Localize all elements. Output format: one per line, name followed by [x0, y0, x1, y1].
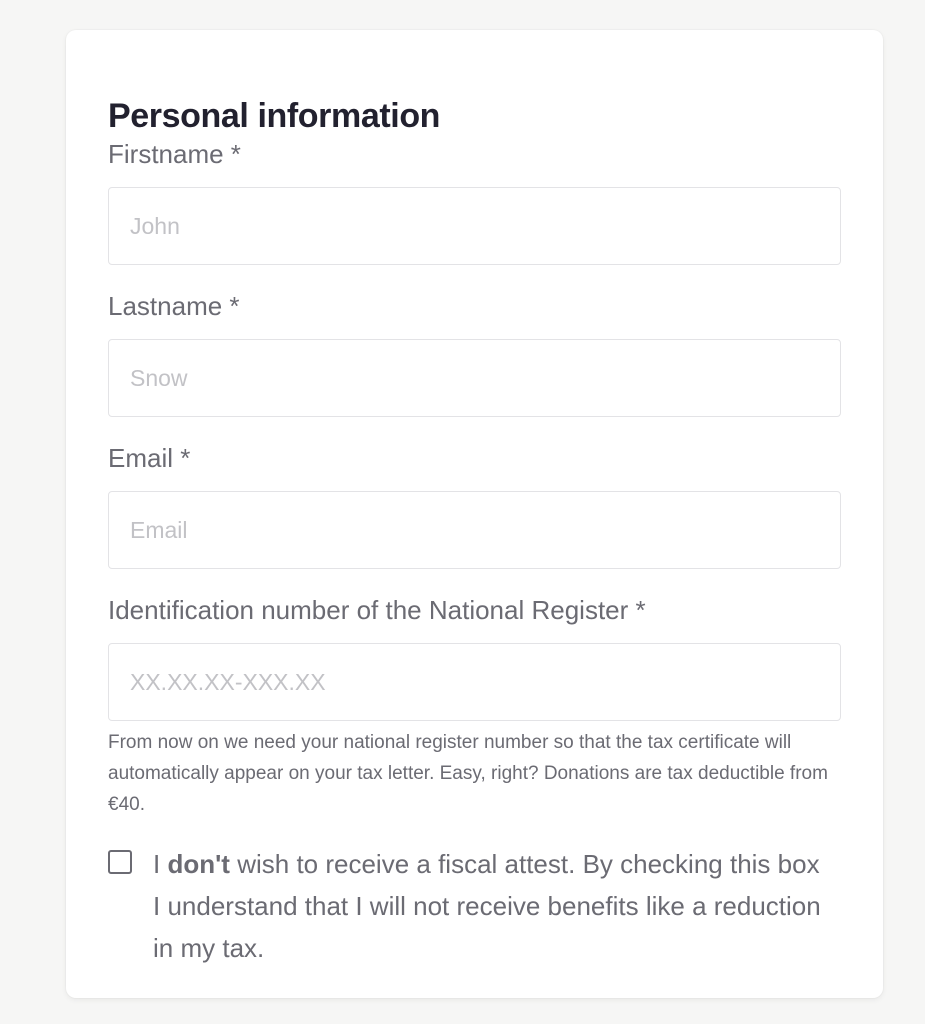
national-register-help-text: From now on we need your national register number so that the tax certificate will automatically appear on your tax letter. Easy, right? Donations are tax deductible from €40.	[108, 732, 828, 815]
fiscal-opt-out-suffix: wish to receive a fiscal attest. By checking this box I understand that I will not receive benefits like a reduction in my tax.	[153, 849, 821, 963]
lastname-label: Lastname *	[108, 291, 240, 321]
fiscal-opt-out-prefix: I	[153, 849, 161, 879]
lastname-input[interactable]	[108, 339, 841, 417]
email-input[interactable]	[108, 491, 841, 569]
personal-information-card	[66, 30, 883, 998]
fiscal-attest-opt-out-label[interactable]	[153, 843, 833, 969]
national-register-input[interactable]	[108, 643, 841, 721]
email-label: Email *	[108, 443, 191, 473]
firstname-label: Firstname *	[108, 139, 241, 169]
firstname-input[interactable]	[108, 187, 841, 265]
section-title: Personal information	[108, 97, 441, 135]
national-register-label: Identification number of the National Register *	[108, 595, 646, 625]
fiscal-opt-out-emphasis: don't	[167, 849, 230, 879]
fiscal-attest-opt-out-checkbox[interactable]	[108, 850, 132, 874]
